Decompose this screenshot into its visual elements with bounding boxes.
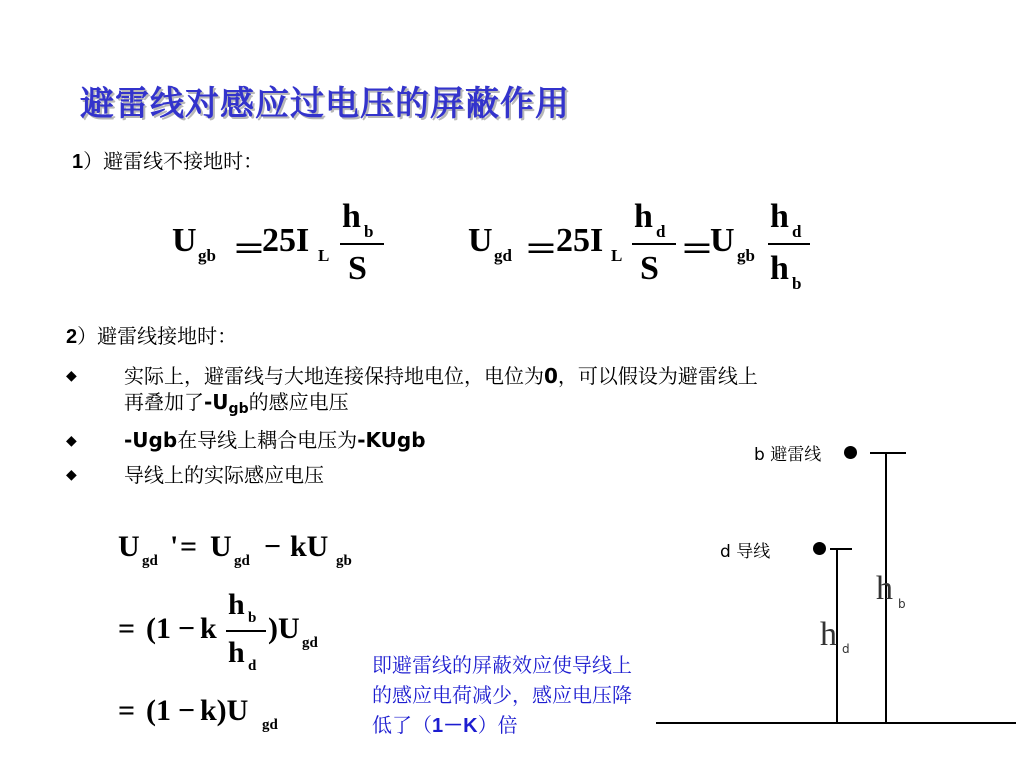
diamond-bullet-icon: ◆	[66, 433, 77, 449]
ground-line	[656, 722, 1016, 724]
deriv-2-num: h	[228, 588, 245, 621]
bullet-1-text-d: 的感应电压	[248, 390, 349, 414]
section-2-label: ）避雷线接地时：	[77, 324, 238, 348]
deriv-2-k: k	[200, 612, 217, 645]
page-title: 避雷线对感应过电压的屏蔽作用	[80, 84, 570, 124]
ground-wire-dot	[844, 446, 857, 459]
deriv-1-prime: '	[170, 530, 179, 563]
conductor-tick	[830, 548, 852, 550]
note-line-2: 的感应电荷减少，感应电压降	[372, 683, 632, 707]
formula-1-fraction-bar	[340, 243, 384, 245]
formula-2-coef: 25I	[556, 222, 604, 259]
deriv-1-U2: U	[210, 530, 232, 563]
deriv-1-sub2: gd	[234, 553, 250, 569]
formula-2-num1-sub: d	[656, 222, 666, 241]
bullet-2	[124, 424, 426, 453]
deriv-2-close: )U	[268, 612, 300, 645]
deriv-3-eq: =	[118, 694, 136, 727]
formula-2-U: U	[468, 222, 493, 259]
deriv-1-kU: kU	[290, 530, 329, 563]
deriv-3-minus: −	[178, 694, 196, 727]
bullet-1-line-1	[124, 360, 758, 389]
deriv-3-k: k)U	[200, 694, 249, 727]
deriv-3-sub: gd	[262, 717, 278, 733]
formula-1-U: U	[172, 222, 197, 259]
bullet-1-U: -U	[204, 390, 229, 414]
deriv-1-minus: −	[264, 530, 282, 563]
formula-1-den: S	[348, 250, 367, 287]
formula-2-U2: U	[710, 222, 735, 259]
hd-label: h	[820, 616, 837, 653]
deriv-1-sub3: gb	[336, 553, 352, 569]
formula-2-den2-sub: b	[792, 274, 802, 293]
deriv-1-U: U	[118, 530, 140, 563]
bullet-1-U-sub: gb	[228, 401, 249, 417]
shielding-note	[372, 650, 712, 741]
deriv-2-eq: =	[118, 612, 136, 645]
formula-2-fraction-bar-1	[632, 243, 676, 245]
note-line-3-bold: 1－K	[432, 715, 478, 737]
formula-1-equals: ＝	[232, 232, 266, 269]
formula-2-equals-2: ＝	[680, 232, 714, 269]
section-2-heading	[66, 320, 237, 349]
bullet-1-text-b: ，可以假设为避雷线上	[557, 364, 758, 388]
formula-1-coef: 25I	[262, 222, 310, 259]
formula-2-den2: h	[770, 250, 789, 287]
conductor-dot	[813, 542, 826, 555]
bullet-1-text-a: 实际上，避雷线与大地连接保持地电位，电位为	[124, 364, 544, 388]
section-1-heading	[72, 145, 263, 174]
deriv-2-sub: gd	[302, 635, 318, 651]
section-1-number: 1	[72, 151, 84, 173]
formula-2-I-sub: L	[611, 246, 623, 265]
diamond-bullet-icon: ◆	[66, 368, 77, 384]
bullet-2-post: -KUgb	[357, 428, 426, 452]
formula-1-num: h	[342, 198, 361, 235]
deriv-2-den: h	[228, 636, 245, 669]
note-line-3	[372, 710, 712, 741]
bullet-1-text-c: 再叠加了	[124, 390, 204, 414]
hd-label-sub: d	[842, 642, 850, 656]
formula-2-equals: ＝	[524, 232, 558, 269]
ground-wire-tick	[870, 452, 906, 454]
formula-2-U-sub: gd	[494, 246, 512, 265]
bullet-1-zero: 0	[544, 364, 558, 388]
formula-2-num1: h	[634, 198, 653, 235]
formula-2-den1: S	[640, 250, 659, 287]
bullet-1-line-2	[124, 386, 349, 417]
deriv-3-expr: (1	[146, 694, 171, 727]
bullet-3: 导线上的实际感应电压	[124, 463, 324, 487]
formula-2-num2-sub: d	[792, 222, 802, 241]
formula-1-U-sub: gb	[198, 246, 216, 265]
deriv-1-eq: =	[180, 530, 198, 563]
hb-label-sub: b	[898, 597, 906, 611]
ground-wire-label: b 避雷线	[754, 445, 822, 465]
note-line-3-post: ）倍	[477, 713, 518, 737]
bullet-2-pre: -Ugb	[124, 428, 178, 452]
deriv-2-open: (1	[146, 612, 171, 645]
deriv-2-den-sub: d	[248, 658, 257, 674]
formula-2-num2: h	[770, 198, 789, 235]
bullet-2-mid: 在导线上耦合电压为	[177, 428, 358, 452]
diamond-bullet-icon: ◆	[66, 467, 77, 483]
formula-2-fraction-bar-2	[768, 243, 810, 245]
deriv-2-fraction-bar	[226, 630, 266, 632]
formula-1-I-sub: L	[318, 246, 330, 265]
deriv-2-num-sub: b	[248, 610, 257, 626]
note-line-3-pre: 低了（	[372, 713, 432, 737]
section-1-label: ）避雷线不接地时：	[83, 149, 264, 173]
hb-label: h	[876, 570, 893, 607]
deriv-2-minus: −	[178, 612, 196, 645]
conductor-label: d 导线	[720, 542, 771, 562]
note-line-1: 即避雷线的屏蔽效应使导线上	[372, 653, 632, 677]
formula-2-U2-sub: gb	[737, 246, 755, 265]
deriv-1-sub: gd	[142, 553, 158, 569]
formula-1-num-sub: b	[364, 222, 374, 241]
section-2-number: 2	[66, 326, 78, 348]
